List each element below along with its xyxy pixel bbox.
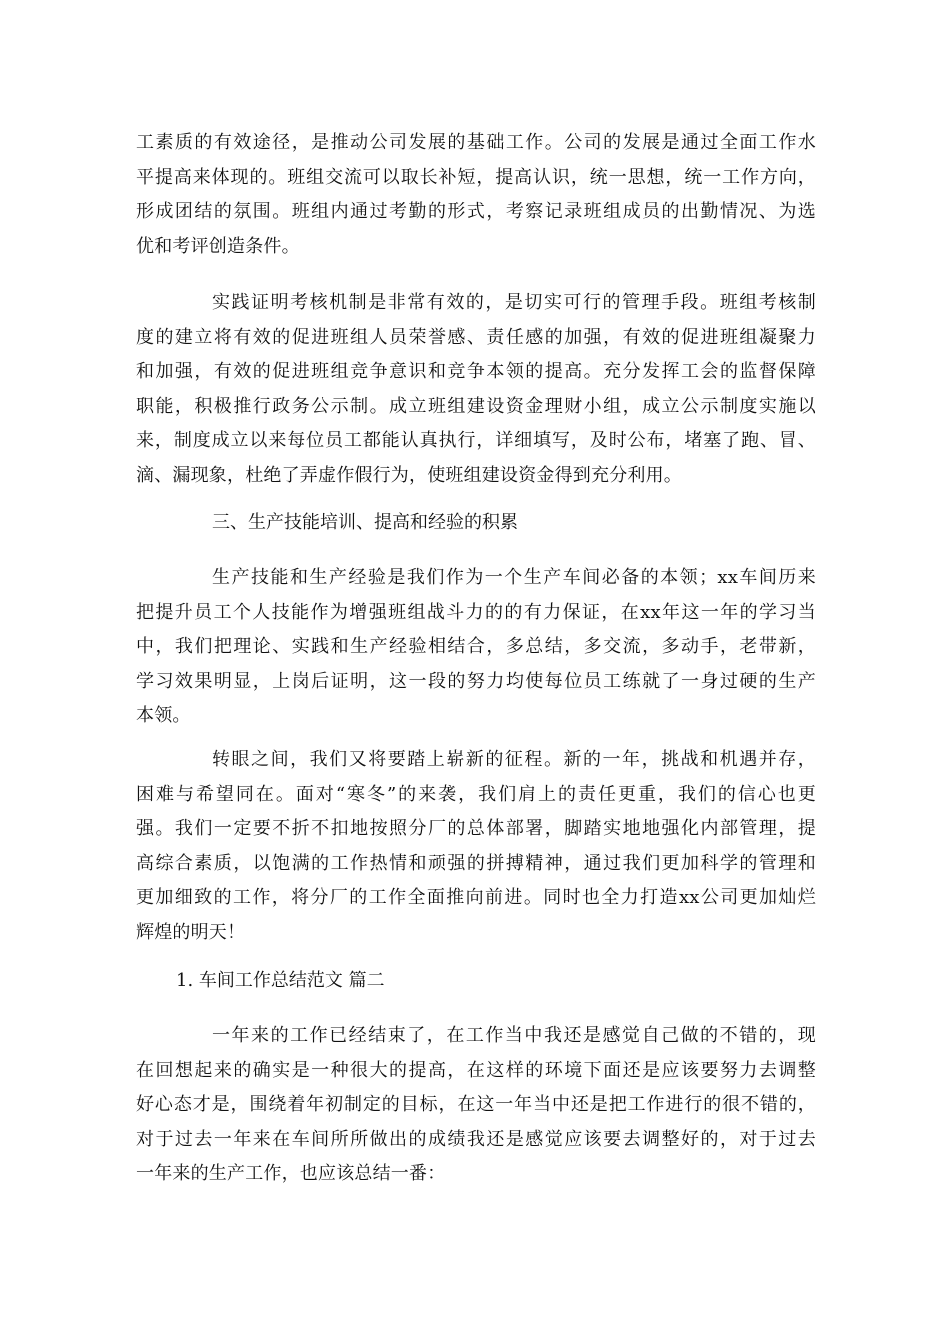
text-line: 辉煌的明天！ xyxy=(136,921,246,943)
text-line: 一年来的工作已经结束了，在工作当中我还是感觉自己做的不错的，现 xyxy=(212,1025,816,1046)
text-line: 形成团结的氛围。班组内通过考勤的形式，考察记录班组成员的出勤情况、为选 xyxy=(136,201,816,222)
text-line: 把提升员工个人技能作为增强班组战斗力的的有力保证，在xx年这一年的学习当 xyxy=(136,601,816,623)
section-heading-3: 三、生产技能培训、提高和经验的积累 xyxy=(212,512,518,533)
paragraph-4 xyxy=(136,743,816,950)
article-heading: 1. 车间工作总结范文 篇二 xyxy=(176,970,385,991)
text-line: 职能，积极推行政务公示制。成立班组建设资金理财小组，成立公示制度实施以 xyxy=(136,395,816,417)
text-line: 一年来的生产工作，也应该总结一番： xyxy=(136,1163,446,1184)
paragraph-3 xyxy=(136,561,816,734)
text-line: 度的建立将有效的促进班组人员荣誉感、责任感的加强，有效的促进班组凝聚力 xyxy=(136,326,816,348)
text-line: 优和考评创造条件。 xyxy=(136,235,300,257)
paragraph-5 xyxy=(136,1019,816,1192)
text-line: 高综合素质，以饱满的工作热情和顽强的拼搏精神，通过我们更加科学的管理和 xyxy=(136,852,816,874)
text-line: 困难与希望同在。面对“寒冬”的来袭，我们肩上的责任更重，我们的信心也更 xyxy=(136,783,816,805)
text-line: 强。我们一定要不折不扣地按照分厂的总体部署，脚踏实地地强化内部管理，提 xyxy=(136,818,816,839)
text-line: 工素质的有效途径，是推动公司发展的基础工作。公司的发展是通过全面工作水 xyxy=(136,132,816,153)
text-line: 滴、漏现象，杜绝了弄虚作假行为，使班组建设资金得到充分利用。 xyxy=(136,464,682,486)
paragraph-2 xyxy=(136,286,816,493)
text-line: 和加强，有效的促进班组竞争意识和竞争本领的提高。充分发挥工会的监督保障 xyxy=(136,361,816,382)
text-line: 本领。 xyxy=(136,705,191,726)
text-line: 中，我们把理论、实践和生产经验相结合，多总结，多交流，多动手，老带新， xyxy=(136,636,816,657)
text-line: 实践证明考核机制是非常有效的，是切实可行的管理手段。班组考核制 xyxy=(212,292,816,313)
text-line: 来，制度成立以来每位员工都能认真执行，详细填写，及时公布，堵塞了跑、冒、 xyxy=(136,430,816,451)
text-line: 在回想起来的确实是一种很大的提高，在这样的环境下面还是应该要努力去调整 xyxy=(136,1059,816,1081)
text-line: 好心态才是，围绕着年初制定的目标，在这一年当中还是把工作进行的很不错的， xyxy=(136,1094,816,1115)
paragraph-1 xyxy=(136,126,816,264)
text-line: 转眼之间，我们又将要踏上崭新的征程。新的一年，挑战和机遇并存， xyxy=(212,749,816,770)
text-line: 生产技能和生产经验是我们作为一个生产车间必备的本领；xx车间历来 xyxy=(212,567,816,588)
text-line: 学习效果明显，上岗后证明，这一段的努力均使每位员工练就了一身过硬的生产 xyxy=(136,670,816,692)
text-line: 平提高来体现的。班组交流可以取长补短，提高认识，统一思想，统一工作方向， xyxy=(136,166,816,188)
text-line: 更加细致的工作，将分厂的工作全面推向前进。同时也全力打造xx公司更加灿烂 xyxy=(136,887,816,908)
text-line: 对于过去一年来在车间所所做出的成绩我还是感觉应该要去调整好的，对于过去 xyxy=(136,1128,816,1150)
